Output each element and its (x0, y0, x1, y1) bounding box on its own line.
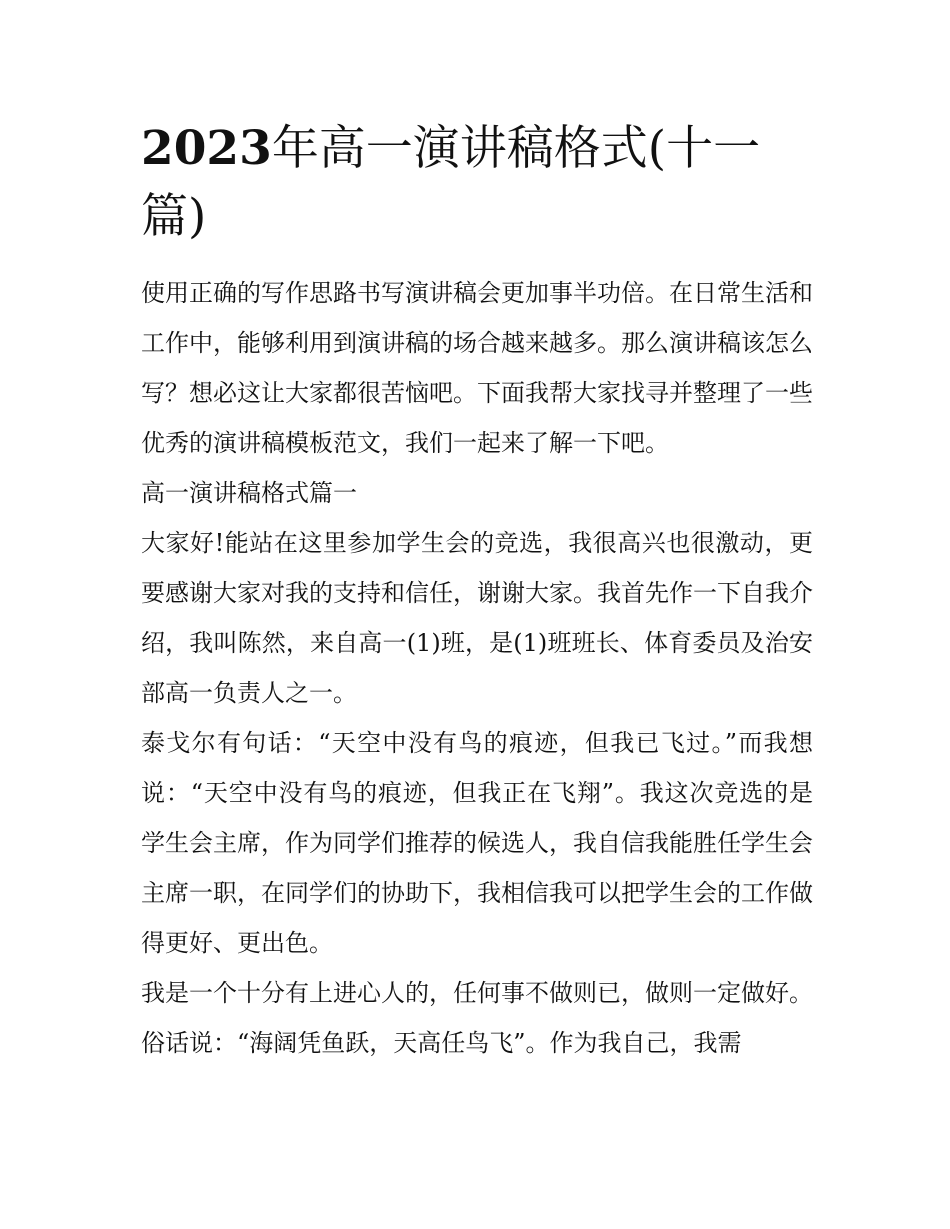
document-body (141, 115, 813, 1068)
title-year: 2023 (141, 121, 272, 176)
intro-paragraph: 使用正确的写作思路书写演讲稿会更加事半功倍。在日常生活和工作中，能够利用到演讲稿的场合越来越多。那么演讲稿该怎么写？想必这让大家都很苦恼吧。下面我帮大家找寻并整理了一些优秀的演讲稿模板范文，我们一起来了解一下吧。 (141, 279, 813, 457)
section-heading: 高一演讲稿格式篇一 (141, 479, 357, 507)
body-paragraph: 我是一个十分有上进心人的，任何事不做则已，做则一定做好。俗话说：“海阔凭鱼跃，天高任鸟飞”。作为我自己，我需 (141, 979, 813, 1057)
document-title (141, 115, 813, 251)
title-text: 年高一演讲稿格式(十一篇) (141, 121, 761, 244)
body-paragraph: 泰戈尔有句话：“天空中没有鸟的痕迹，但我已飞过。”而我想说：“天空中没有鸟的痕迹，但我正在飞翔”。我这次竞选的是学生会主席，作为同学们推荐的候选人，我自信我能胜任学生会主席一职，在同学们的协助下，我相信我可以把学生会的工作做得更好、更出色。 (141, 729, 813, 957)
body-paragraph: 大家好!能站在这里参加学生会的竞选，我很高兴也很激动，更要感谢大家对我的支持和信任，谢谢大家。我首先作一下自我介绍，我叫陈然，来自高一(1)班，是(1)班班长、体育委员及治安部高一负责人之一。 (141, 529, 813, 707)
